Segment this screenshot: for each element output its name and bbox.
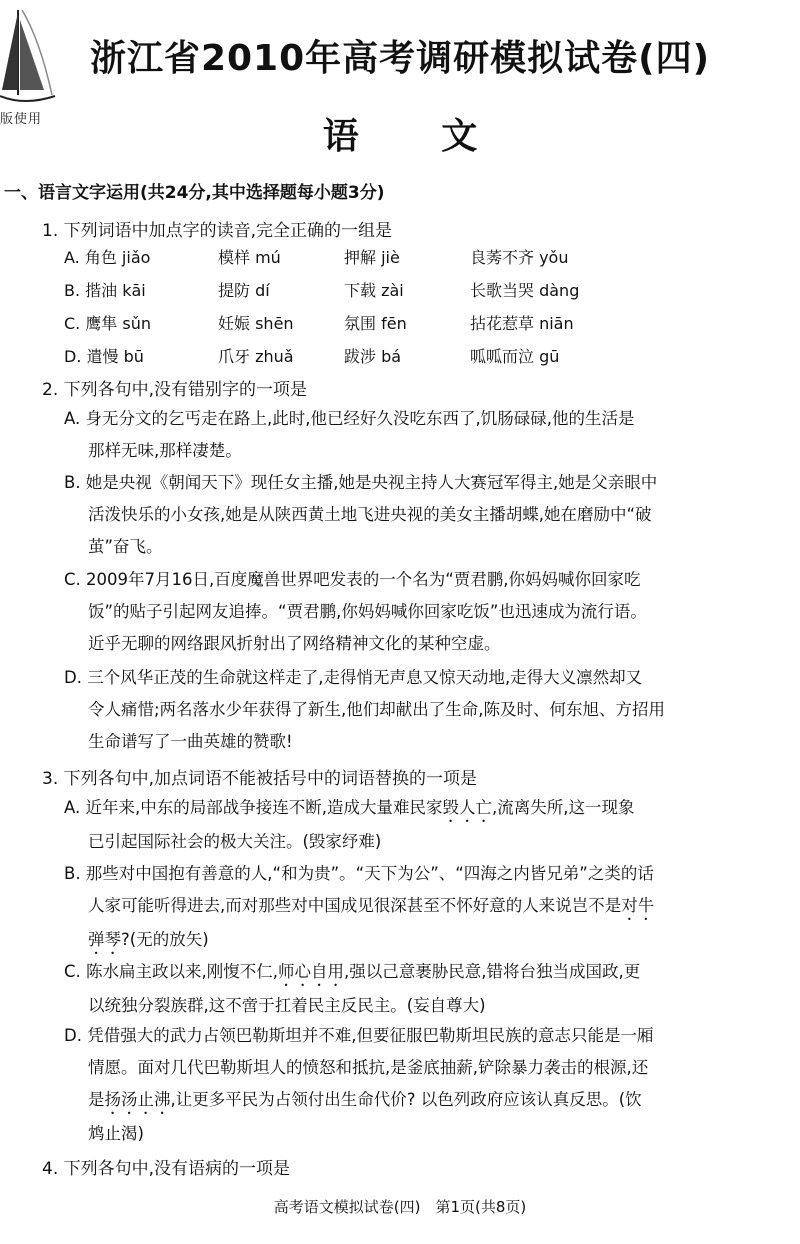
page-title: 浙江省2010年高考调研模拟试卷(四): [89, 38, 711, 79]
q1-option-cell: 跋涉 bá: [344, 347, 402, 366]
q3-b-line-3: [64, 924, 770, 958]
question-2-option-a: [64, 403, 770, 467]
page-footer: 高考语文模拟试卷(四) 第1页(共8页): [273, 1198, 527, 1216]
question-3-option-b: [64, 858, 770, 958]
q1-option-cell: 提防 dí: [218, 281, 270, 300]
q3-b-text: 人家可能听得进去,而对那些对中国成见很深甚至不怀好意的人来说岂不是: [88, 896, 622, 915]
section-heading: 一、语言文字运用(共24分,其中选择题每小题3分): [4, 183, 385, 203]
q1-option-cell: D. 遣慢 bū: [64, 347, 144, 366]
subject-title: 语 文: [322, 116, 478, 157]
q2-c-line-1: C. 2009年7月16日,百度魔兽世界吧发表的一个名为“贾君鹏,你妈妈喊你回家吃: [64, 570, 641, 589]
question-3-option-c: [64, 956, 770, 1022]
q3-d-text: 是: [88, 1090, 105, 1109]
question-4-stem: 4. 下列各句中,没有语病的一项是: [42, 1159, 291, 1179]
question-1-stem: 1. 下列词语中加点字的读音,完全正确的一组是: [42, 221, 393, 241]
q3-b-line-1: B. 那些对中国抱有善意的人,“和为贵”。“天下为公”、“四海之内皆兄弟”之类的话: [64, 864, 654, 883]
q1-option-cell: 下载 zài: [344, 281, 404, 300]
q3-b-text-post: ?(无的放矢): [121, 930, 209, 949]
q3-d-line-3: [64, 1084, 770, 1118]
q1-option-cell: 模样 mú: [218, 248, 281, 267]
q2-c-line-3: 近乎无聊的网络跟风折射出了网络精神文化的某种空虚。: [88, 634, 501, 653]
q1-option-cell: A. 角色 jiǎo: [64, 248, 151, 267]
q2-d-line-1: D. 三个风华正茂的生命就这样走了,走得悄无声息又惊天动地,走得大义凛然却又: [64, 668, 643, 687]
q2-b-line-1: B. 她是央视《朝闻天下》现任女主播,她是央视主持人大赛冠军得主,她是父亲眼中: [64, 473, 658, 492]
logo-stamp-text: 版使用: [0, 112, 43, 127]
q3-c-text: C. 陈水扁主政以来,刚愎不仁,: [64, 962, 279, 981]
question-3-stem: 3. 下列各句中,加点词语不能被括号中的词语替换的一项是: [42, 769, 478, 789]
question-2-option-c: [64, 564, 770, 660]
q3-d-dotted-word: 扬汤止沸: [104, 1090, 171, 1109]
q2-a-line-2: 那样无味,那样凄楚。: [88, 441, 242, 460]
question-2-stem: 2. 下列各句中,没有错别字的一项是: [42, 380, 308, 400]
q3-d-line-4: 鸩止渴): [88, 1124, 144, 1143]
q1-option-cell: C. 鹰隼 sǔn: [64, 314, 152, 333]
q3-a-line-1: [64, 792, 770, 826]
q3-a-dotted-word: 毁人亡: [442, 798, 492, 817]
q1-option-cell: 氛围 fēn: [344, 314, 407, 333]
q1-option-cell: 妊娠 shēn: [218, 314, 294, 333]
q2-d-line-2: 令人痛惜;两名落水少年获得了新生,他们却献出了生命,陈及时、何东旭、方招用: [88, 700, 666, 719]
question-2-option-d: [64, 662, 770, 758]
q1-option-cell: 良莠不齐 yǒu: [470, 248, 569, 267]
q2-b-line-2: 活泼快乐的小女孩,她是从陕西黄土地飞进央视的美女主播胡蝶,她在磨励中“破: [88, 505, 652, 524]
q1-option-cell: 呱呱而泣 gū: [470, 347, 560, 366]
q2-a-line-1: A. 身无分文的乞丐走在路上,此时,他已经好久没吃东西了,饥肠碌碌,他的生活是: [64, 409, 635, 428]
q3-c-line-1: [64, 956, 770, 990]
q2-d-line-3: 生命谱写了一曲英雄的赞歌!: [88, 732, 293, 751]
q2-b-line-3: 茧”奋飞。: [88, 537, 163, 556]
q3-b-dotted-word-cont: 弹琴: [88, 930, 121, 949]
q3-a-line-2: 已引起国际社会的极大关注。(毁家纾难): [88, 832, 382, 851]
q3-c-line-2: 以统独分裂族群,这不啻于扛着民主反民主。(妄自尊大): [88, 996, 486, 1015]
q3-d-line-1: D. 凭借强大的武力占领巴勒斯坦并不难,但要征服巴勒斯坦民族的意志只能是一厢: [64, 1026, 654, 1045]
q1-option-cell: 拈花惹草 niān: [470, 314, 574, 333]
q1-option-cell: 爪牙 zhuǎ: [218, 347, 294, 366]
q1-option-cell: 押解 jiè: [344, 248, 400, 267]
q3-c-dotted-word: 师心自用: [278, 962, 345, 981]
q2-c-line-2: 饭”的贴子引起网友追捧。“贾君鹏,你妈妈喊你回家吃饭”也迅速成为流行语。: [88, 602, 647, 621]
q3-a-text: A. 近年来,中东的局部战争接连不断,造成大量难民家: [64, 798, 443, 817]
q3-d-text-post: ,让更多平民为占领付出生命代价? 以色列政府应该认真反思。(饮: [170, 1090, 642, 1109]
q3-b-line-2: [64, 890, 770, 924]
q3-b-dotted-word: 对牛: [621, 896, 655, 915]
question-2-option-b: [64, 467, 770, 563]
q3-a-text-post: ,流离失所,这一现象: [491, 798, 635, 817]
question-3-option-d: [64, 1020, 770, 1150]
q3-c-text-post: ,强以己意裹胁民意,错将台独当成国政,更: [344, 962, 641, 981]
q1-option-cell: 长歌当哭 dàng: [470, 281, 580, 300]
q3-d-line-2: 情愿。面对几代巴勒斯坦人的愤怒和抵抗,是釜底抽薪,铲除暴力袭击的根源,还: [88, 1058, 649, 1077]
question-3-option-a: [64, 792, 770, 858]
q1-option-cell: B. 揩油 kāi: [64, 281, 146, 300]
